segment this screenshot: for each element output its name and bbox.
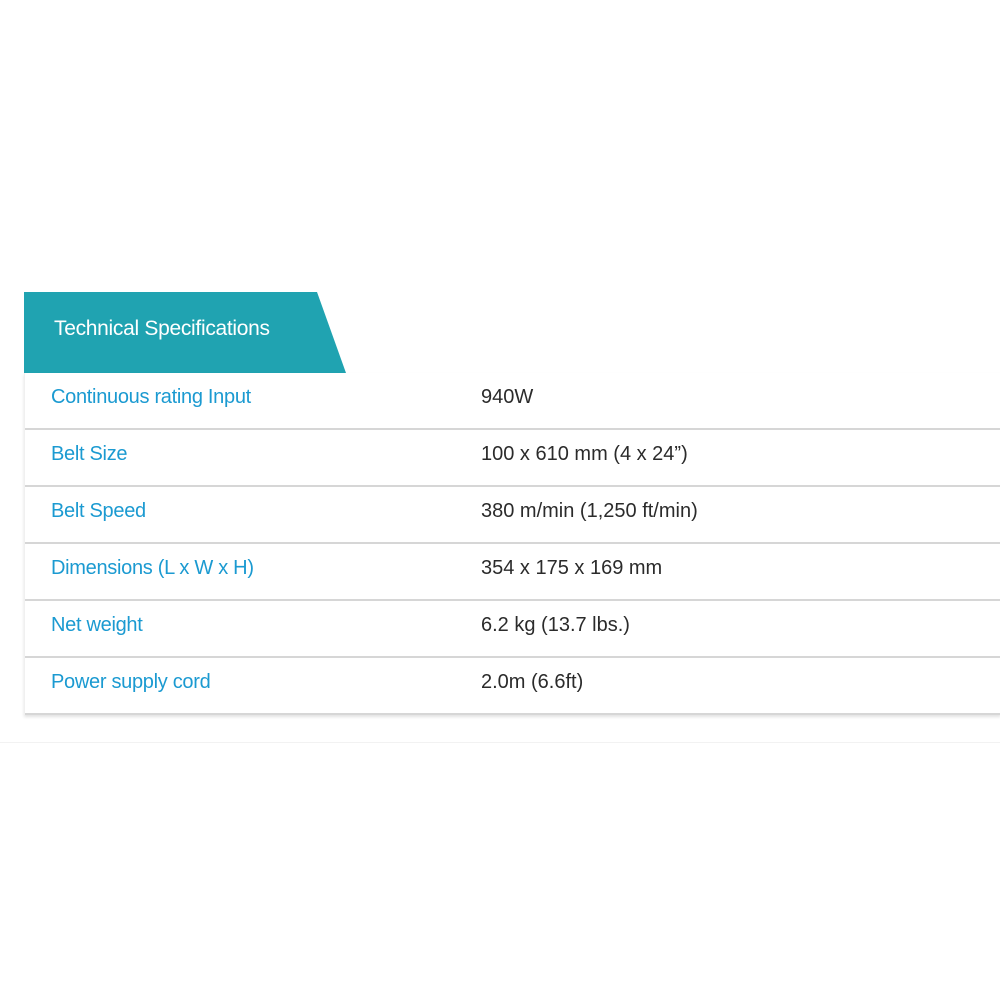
spec-value: 354 x 175 x 169 mm xyxy=(481,557,663,579)
specifications-table xyxy=(24,373,1000,715)
spec-value: 940W xyxy=(481,386,534,408)
spec-row-belt-size xyxy=(25,430,1000,487)
spec-row-power-supply-cord xyxy=(25,658,1000,715)
spec-label: Dimensions (L x W x H) xyxy=(51,557,254,579)
spec-value: 100 x 610 mm (4 x 24”) xyxy=(481,443,688,465)
section-divider xyxy=(0,742,1000,743)
spec-value: 6.2 kg (13.7 lbs.) xyxy=(481,614,630,636)
spec-value: 380 m/min (1,250 ft/min) xyxy=(481,500,698,522)
specifications-title: Technical Specifications xyxy=(54,317,270,340)
specifications-tab xyxy=(24,292,346,373)
spec-label: Power supply cord xyxy=(51,671,211,693)
spec-row-net-weight xyxy=(25,601,1000,658)
technical-specifications-card xyxy=(24,292,1000,715)
spec-row-dimensions xyxy=(25,544,1000,601)
spec-row-continuous-rating-input xyxy=(25,373,1000,430)
spec-label: Net weight xyxy=(51,614,143,636)
spec-value: 2.0m (6.6ft) xyxy=(481,671,584,693)
spec-row-belt-speed xyxy=(25,487,1000,544)
spec-label: Belt Speed xyxy=(51,500,146,522)
spec-label: Continuous rating Input xyxy=(51,386,251,408)
spec-label: Belt Size xyxy=(51,443,128,465)
